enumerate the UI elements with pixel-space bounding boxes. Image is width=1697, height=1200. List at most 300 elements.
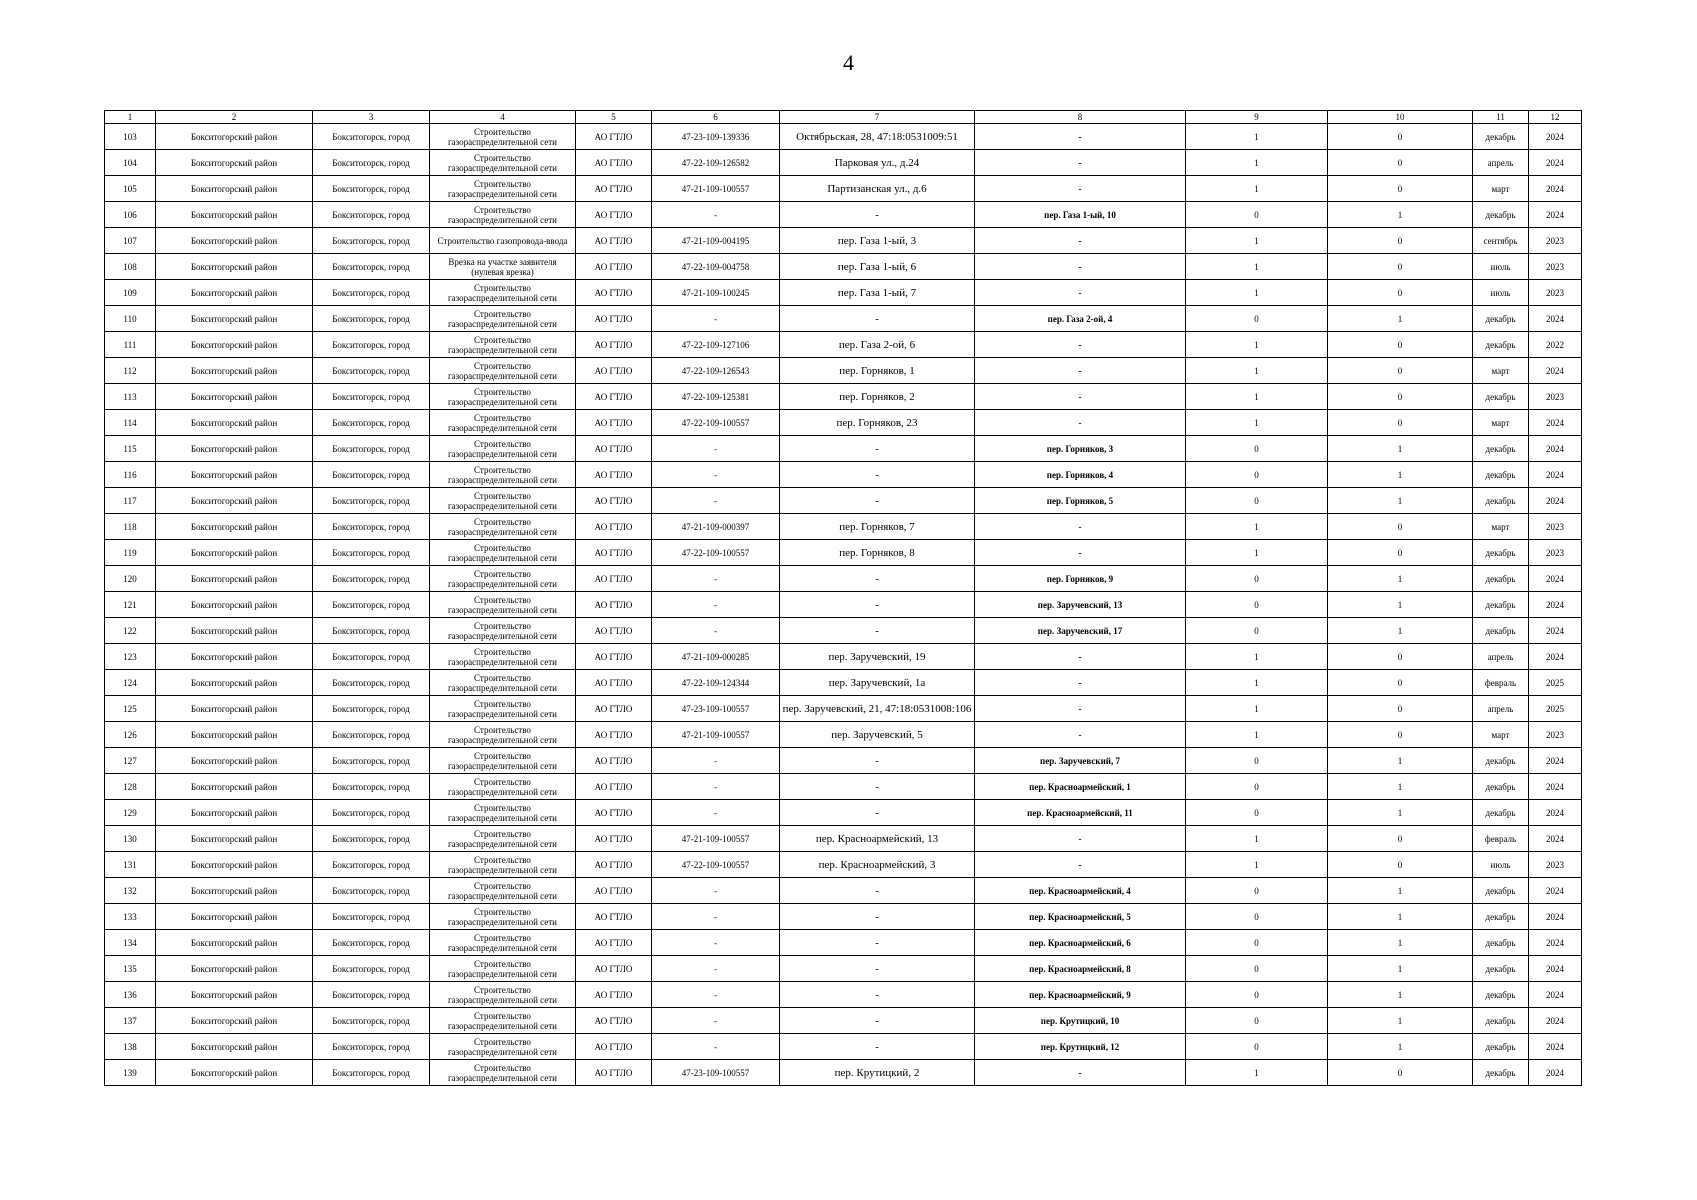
planned-count-cell: 0 [1328, 358, 1473, 384]
table-row [105, 462, 1582, 488]
year-cell: 2024 [1529, 436, 1582, 462]
organization-cell: АО ГТЛО [576, 540, 652, 566]
contract-number-cell: - [652, 202, 780, 228]
planned-address-cell: пер. Горняков, 4 [975, 462, 1186, 488]
locality-cell: Бокситогорск, город [313, 982, 430, 1008]
count-cell: 1 [1186, 358, 1328, 384]
work-type-cell: Строительство газораспределительной сети [430, 176, 576, 202]
month-cell: декабрь [1473, 384, 1529, 410]
row-number-cell: 108 [105, 254, 156, 280]
address-cell: - [780, 774, 975, 800]
planned-count-cell: 0 [1328, 410, 1473, 436]
organization-cell: АО ГТЛО [576, 722, 652, 748]
year-cell: 2024 [1529, 800, 1582, 826]
district-cell: Бокситогорский район [156, 1034, 313, 1060]
row-number-cell: 116 [105, 462, 156, 488]
row-number-cell: 104 [105, 150, 156, 176]
planned-address-cell: пер. Газа 2-ой, 4 [975, 306, 1186, 332]
district-cell: Бокситогорский район [156, 384, 313, 410]
month-cell: декабрь [1473, 956, 1529, 982]
organization-cell: АО ГТЛО [576, 878, 652, 904]
address-cell: - [780, 462, 975, 488]
count-cell: 1 [1186, 384, 1328, 410]
organization-cell: АО ГТЛО [576, 592, 652, 618]
planned-count-cell: 0 [1328, 280, 1473, 306]
work-type-cell: Строительство газораспределительной сети [430, 124, 576, 150]
month-cell: март [1473, 722, 1529, 748]
year-cell: 2025 [1529, 670, 1582, 696]
count-cell: 0 [1186, 618, 1328, 644]
table-row [105, 228, 1582, 254]
planned-address-cell: - [975, 176, 1186, 202]
table-row [105, 982, 1582, 1008]
work-type-cell: Строительство газораспределительной сети [430, 800, 576, 826]
row-number-cell: 124 [105, 670, 156, 696]
row-number-cell: 135 [105, 956, 156, 982]
count-cell: 1 [1186, 254, 1328, 280]
table-row [105, 618, 1582, 644]
contract-number-cell: - [652, 592, 780, 618]
row-number-cell: 107 [105, 228, 156, 254]
contract-number-cell: 47-22-109-126543 [652, 358, 780, 384]
locality-cell: Бокситогорск, город [313, 228, 430, 254]
row-number-cell: 118 [105, 514, 156, 540]
address-cell: - [780, 1008, 975, 1034]
row-number-cell: 111 [105, 332, 156, 358]
organization-cell: АО ГТЛО [576, 566, 652, 592]
district-cell: Бокситогорский район [156, 748, 313, 774]
planned-address-cell: - [975, 384, 1186, 410]
contract-number-cell: 47-23-109-139336 [652, 124, 780, 150]
planned-count-cell: 1 [1328, 618, 1473, 644]
planned-count-cell: 1 [1328, 462, 1473, 488]
table-row [105, 696, 1582, 722]
district-cell: Бокситогорский район [156, 1008, 313, 1034]
year-cell: 2024 [1529, 1008, 1582, 1034]
locality-cell: Бокситогорск, город [313, 176, 430, 202]
organization-cell: АО ГТЛО [576, 852, 652, 878]
district-cell: Бокситогорский район [156, 826, 313, 852]
row-number-cell: 119 [105, 540, 156, 566]
work-type-cell: Строительство газопровода-ввода [430, 228, 576, 254]
work-type-cell: Строительство газораспределительной сети [430, 358, 576, 384]
year-cell: 2024 [1529, 878, 1582, 904]
year-cell: 2024 [1529, 306, 1582, 332]
contract-number-cell: 47-21-109-100245 [652, 280, 780, 306]
district-cell: Бокситогорский район [156, 670, 313, 696]
district-cell: Бокситогорский район [156, 176, 313, 202]
count-cell: 0 [1186, 904, 1328, 930]
row-number-cell: 114 [105, 410, 156, 436]
contract-number-cell: 47-21-109-000397 [652, 514, 780, 540]
row-number-cell: 105 [105, 176, 156, 202]
work-type-cell: Строительство газораспределительной сети [430, 280, 576, 306]
planned-address-cell: - [975, 852, 1186, 878]
contract-number-cell: 47-22-109-124344 [652, 670, 780, 696]
column-header: 6 [652, 111, 780, 124]
planned-address-cell: пер. Красноармейский, 5 [975, 904, 1186, 930]
year-cell: 2024 [1529, 176, 1582, 202]
work-type-cell: Строительство газораспределительной сети [430, 774, 576, 800]
address-cell: - [780, 1034, 975, 1060]
year-cell: 2024 [1529, 462, 1582, 488]
locality-cell: Бокситогорск, город [313, 358, 430, 384]
contract-number-cell: 47-22-109-127106 [652, 332, 780, 358]
row-number-cell: 113 [105, 384, 156, 410]
year-cell: 2024 [1529, 410, 1582, 436]
table-row [105, 1060, 1582, 1086]
planned-count-cell: 1 [1328, 982, 1473, 1008]
address-cell: пер. Заручевский, 5 [780, 722, 975, 748]
address-cell: - [780, 488, 975, 514]
contract-number-cell: - [652, 956, 780, 982]
district-cell: Бокситогорский район [156, 956, 313, 982]
planned-count-cell: 0 [1328, 540, 1473, 566]
planned-address-cell: пер. Крутицкий, 12 [975, 1034, 1186, 1060]
locality-cell: Бокситогорск, город [313, 1008, 430, 1034]
district-cell: Бокситогорский район [156, 306, 313, 332]
year-cell: 2024 [1529, 930, 1582, 956]
table-row [105, 722, 1582, 748]
district-cell: Бокситогорский район [156, 124, 313, 150]
header-row [105, 111, 1582, 124]
year-cell: 2023 [1529, 228, 1582, 254]
count-cell: 0 [1186, 774, 1328, 800]
column-header: 10 [1328, 111, 1473, 124]
table-row [105, 670, 1582, 696]
planned-address-cell: - [975, 280, 1186, 306]
contract-number-cell: - [652, 462, 780, 488]
planned-count-cell: 0 [1328, 1060, 1473, 1086]
address-cell: пер. Горняков, 23 [780, 410, 975, 436]
organization-cell: АО ГТЛО [576, 748, 652, 774]
row-number-cell: 134 [105, 930, 156, 956]
contract-number-cell: - [652, 306, 780, 332]
count-cell: 0 [1186, 1008, 1328, 1034]
organization-cell: АО ГТЛО [576, 176, 652, 202]
table-row [105, 748, 1582, 774]
organization-cell: АО ГТЛО [576, 696, 652, 722]
month-cell: апрель [1473, 644, 1529, 670]
work-type-cell: Строительство газораспределительной сети [430, 930, 576, 956]
organization-cell: АО ГТЛО [576, 332, 652, 358]
work-type-cell: Строительство газораспределительной сети [430, 150, 576, 176]
work-type-cell: Строительство газораспределительной сети [430, 462, 576, 488]
locality-cell: Бокситогорск, город [313, 774, 430, 800]
district-cell: Бокситогорский район [156, 1060, 313, 1086]
address-cell: пер. Красноармейский, 13 [780, 826, 975, 852]
month-cell: декабрь [1473, 904, 1529, 930]
table-row [105, 306, 1582, 332]
district-cell: Бокситогорский район [156, 514, 313, 540]
planned-count-cell: 0 [1328, 332, 1473, 358]
locality-cell: Бокситогорск, город [313, 462, 430, 488]
contract-number-cell: 47-23-109-100557 [652, 696, 780, 722]
organization-cell: АО ГТЛО [576, 1060, 652, 1086]
planned-count-cell: 1 [1328, 956, 1473, 982]
month-cell: декабрь [1473, 436, 1529, 462]
locality-cell: Бокситогорск, город [313, 124, 430, 150]
month-cell: декабрь [1473, 982, 1529, 1008]
count-cell: 0 [1186, 930, 1328, 956]
district-cell: Бокситогорский район [156, 644, 313, 670]
month-cell: декабрь [1473, 618, 1529, 644]
count-cell: 1 [1186, 670, 1328, 696]
planned-address-cell: - [975, 150, 1186, 176]
count-cell: 0 [1186, 878, 1328, 904]
work-type-cell: Строительство газораспределительной сети [430, 436, 576, 462]
table-row [105, 150, 1582, 176]
table-row [105, 488, 1582, 514]
row-number-cell: 106 [105, 202, 156, 228]
contract-number-cell: - [652, 800, 780, 826]
planned-address-cell: - [975, 1060, 1186, 1086]
locality-cell: Бокситогорск, город [313, 1060, 430, 1086]
count-cell: 1 [1186, 332, 1328, 358]
row-number-cell: 131 [105, 852, 156, 878]
count-cell: 0 [1186, 306, 1328, 332]
contract-number-cell: 47-22-109-100557 [652, 852, 780, 878]
planned-count-cell: 1 [1328, 878, 1473, 904]
address-cell: - [780, 956, 975, 982]
contract-number-cell: - [652, 748, 780, 774]
year-cell: 2023 [1529, 540, 1582, 566]
locality-cell: Бокситогорск, город [313, 202, 430, 228]
planned-count-cell: 1 [1328, 930, 1473, 956]
locality-cell: Бокситогорск, город [313, 670, 430, 696]
count-cell: 1 [1186, 722, 1328, 748]
row-number-cell: 128 [105, 774, 156, 800]
planned-count-cell: 0 [1328, 826, 1473, 852]
month-cell: декабрь [1473, 592, 1529, 618]
planned-address-cell: - [975, 332, 1186, 358]
planned-count-cell: 1 [1328, 488, 1473, 514]
district-cell: Бокситогорский район [156, 696, 313, 722]
row-number-cell: 117 [105, 488, 156, 514]
address-cell: пер. Газа 1-ый, 7 [780, 280, 975, 306]
contract-number-cell: - [652, 566, 780, 592]
locality-cell: Бокситогорск, город [313, 904, 430, 930]
row-number-cell: 123 [105, 644, 156, 670]
organization-cell: АО ГТЛО [576, 982, 652, 1008]
contract-number-cell: 47-22-109-125381 [652, 384, 780, 410]
district-cell: Бокситогорский район [156, 280, 313, 306]
year-cell: 2024 [1529, 956, 1582, 982]
locality-cell: Бокситогорск, город [313, 436, 430, 462]
locality-cell: Бокситогорск, город [313, 852, 430, 878]
locality-cell: Бокситогорск, город [313, 384, 430, 410]
organization-cell: АО ГТЛО [576, 1034, 652, 1060]
table-row [105, 202, 1582, 228]
locality-cell: Бокситогорск, город [313, 592, 430, 618]
table-row [105, 774, 1582, 800]
contract-number-cell: - [652, 774, 780, 800]
address-cell: пер. Заручевский, 1а [780, 670, 975, 696]
planned-count-cell: 1 [1328, 800, 1473, 826]
planned-count-cell: 0 [1328, 644, 1473, 670]
planned-address-cell: пер. Горняков, 9 [975, 566, 1186, 592]
planned-address-cell: пер. Красноармейский, 6 [975, 930, 1186, 956]
district-cell: Бокситогорский район [156, 488, 313, 514]
column-header: 7 [780, 111, 975, 124]
organization-cell: АО ГТЛО [576, 202, 652, 228]
contract-number-cell: 47-21-109-100557 [652, 826, 780, 852]
planned-count-cell: 0 [1328, 514, 1473, 540]
count-cell: 0 [1186, 462, 1328, 488]
year-cell: 2023 [1529, 280, 1582, 306]
month-cell: декабрь [1473, 462, 1529, 488]
address-cell: - [780, 800, 975, 826]
table-row [105, 800, 1582, 826]
month-cell: март [1473, 358, 1529, 384]
row-number-cell: 132 [105, 878, 156, 904]
contract-number-cell: - [652, 982, 780, 1008]
work-type-cell: Строительство газораспределительной сети [430, 618, 576, 644]
table-row [105, 1034, 1582, 1060]
district-cell: Бокситогорский район [156, 722, 313, 748]
column-header: 12 [1529, 111, 1582, 124]
planned-address-cell: пер. Горняков, 3 [975, 436, 1186, 462]
count-cell: 0 [1186, 800, 1328, 826]
work-type-cell: Строительство газораспределительной сети [430, 332, 576, 358]
organization-cell: АО ГТЛО [576, 124, 652, 150]
row-number-cell: 130 [105, 826, 156, 852]
planned-address-cell: пер. Газа 1-ый, 10 [975, 202, 1186, 228]
work-type-cell: Врезка на участке заявителя (нулевая врезка) [430, 254, 576, 280]
month-cell: март [1473, 410, 1529, 436]
year-cell: 2024 [1529, 488, 1582, 514]
contract-number-cell: - [652, 618, 780, 644]
planned-address-cell: пер. Красноармейский, 8 [975, 956, 1186, 982]
planned-count-cell: 1 [1328, 592, 1473, 618]
planned-address-cell: пер. Заручевский, 7 [975, 748, 1186, 774]
count-cell: 0 [1186, 1034, 1328, 1060]
planned-count-cell: 1 [1328, 306, 1473, 332]
district-cell: Бокситогорский район [156, 982, 313, 1008]
organization-cell: АО ГТЛО [576, 384, 652, 410]
planned-count-cell: 1 [1328, 566, 1473, 592]
planned-address-cell: пер. Красноармейский, 1 [975, 774, 1186, 800]
month-cell: декабрь [1473, 878, 1529, 904]
work-type-cell: Строительство газораспределительной сети [430, 1008, 576, 1034]
contract-number-cell: 47-23-109-100557 [652, 1060, 780, 1086]
month-cell: декабрь [1473, 930, 1529, 956]
table-row [105, 1008, 1582, 1034]
contract-number-cell: 47-21-109-100557 [652, 722, 780, 748]
organization-cell: АО ГТЛО [576, 306, 652, 332]
district-cell: Бокситогорский район [156, 566, 313, 592]
row-number-cell: 138 [105, 1034, 156, 1060]
table-row [105, 514, 1582, 540]
work-type-cell: Строительство газораспределительной сети [430, 488, 576, 514]
year-cell: 2025 [1529, 696, 1582, 722]
work-type-cell: Строительство газораспределительной сети [430, 540, 576, 566]
organization-cell: АО ГТЛО [576, 670, 652, 696]
address-cell: - [780, 748, 975, 774]
work-type-cell: Строительство газораспределительной сети [430, 644, 576, 670]
year-cell: 2024 [1529, 202, 1582, 228]
month-cell: декабрь [1473, 774, 1529, 800]
column-header: 5 [576, 111, 652, 124]
organization-cell: АО ГТЛО [576, 618, 652, 644]
organization-cell: АО ГТЛО [576, 358, 652, 384]
table-row [105, 124, 1582, 150]
column-header: 9 [1186, 111, 1328, 124]
contract-number-cell: - [652, 878, 780, 904]
work-type-cell: Строительство газораспределительной сети [430, 384, 576, 410]
table-row [105, 904, 1582, 930]
work-type-cell: Строительство газораспределительной сети [430, 878, 576, 904]
year-cell: 2023 [1529, 514, 1582, 540]
row-number-cell: 110 [105, 306, 156, 332]
table-row [105, 540, 1582, 566]
count-cell: 0 [1186, 202, 1328, 228]
month-cell: февраль [1473, 670, 1529, 696]
planned-address-cell: пер. Заручевский, 13 [975, 592, 1186, 618]
district-cell: Бокситогорский район [156, 774, 313, 800]
year-cell: 2022 [1529, 332, 1582, 358]
locality-cell: Бокситогорск, город [313, 618, 430, 644]
organization-cell: АО ГТЛО [576, 956, 652, 982]
locality-cell: Бокситогорск, город [313, 930, 430, 956]
count-cell: 1 [1186, 228, 1328, 254]
address-cell: - [780, 592, 975, 618]
locality-cell: Бокситогорск, город [313, 644, 430, 670]
locality-cell: Бокситогорск, город [313, 878, 430, 904]
locality-cell: Бокситогорск, город [313, 696, 430, 722]
month-cell: декабрь [1473, 566, 1529, 592]
planned-address-cell: - [975, 410, 1186, 436]
planned-count-cell: 1 [1328, 436, 1473, 462]
month-cell: июль [1473, 280, 1529, 306]
work-type-cell: Строительство газораспределительной сети [430, 670, 576, 696]
work-type-cell: Строительство газораспределительной сети [430, 904, 576, 930]
count-cell: 1 [1186, 696, 1328, 722]
work-type-cell: Строительство газораспределительной сети [430, 566, 576, 592]
table-row [105, 384, 1582, 410]
organization-cell: АО ГТЛО [576, 930, 652, 956]
organization-cell: АО ГТЛО [576, 1008, 652, 1034]
count-cell: 0 [1186, 566, 1328, 592]
locality-cell: Бокситогорск, город [313, 514, 430, 540]
table-row [105, 436, 1582, 462]
month-cell: июль [1473, 254, 1529, 280]
table-row [105, 826, 1582, 852]
district-cell: Бокситогорский район [156, 852, 313, 878]
address-cell: Парковая ул., д.24 [780, 150, 975, 176]
contract-number-cell: - [652, 488, 780, 514]
locality-cell: Бокситогорск, город [313, 410, 430, 436]
year-cell: 2023 [1529, 254, 1582, 280]
year-cell: 2024 [1529, 618, 1582, 644]
row-number-cell: 103 [105, 124, 156, 150]
table-row [105, 644, 1582, 670]
address-cell: пер. Горняков, 1 [780, 358, 975, 384]
year-cell: 2024 [1529, 592, 1582, 618]
contract-number-cell: 47-22-109-100557 [652, 410, 780, 436]
work-type-cell: Строительство газораспределительной сети [430, 748, 576, 774]
row-number-cell: 122 [105, 618, 156, 644]
work-type-cell: Строительство газораспределительной сети [430, 722, 576, 748]
contract-number-cell: 47-21-109-004195 [652, 228, 780, 254]
district-cell: Бокситогорский район [156, 618, 313, 644]
count-cell: 1 [1186, 176, 1328, 202]
organization-cell: АО ГТЛО [576, 280, 652, 306]
month-cell: декабрь [1473, 1008, 1529, 1034]
planned-address-cell: - [975, 722, 1186, 748]
work-type-cell: Строительство газораспределительной сети [430, 1060, 576, 1086]
work-type-cell: Строительство газораспределительной сети [430, 306, 576, 332]
